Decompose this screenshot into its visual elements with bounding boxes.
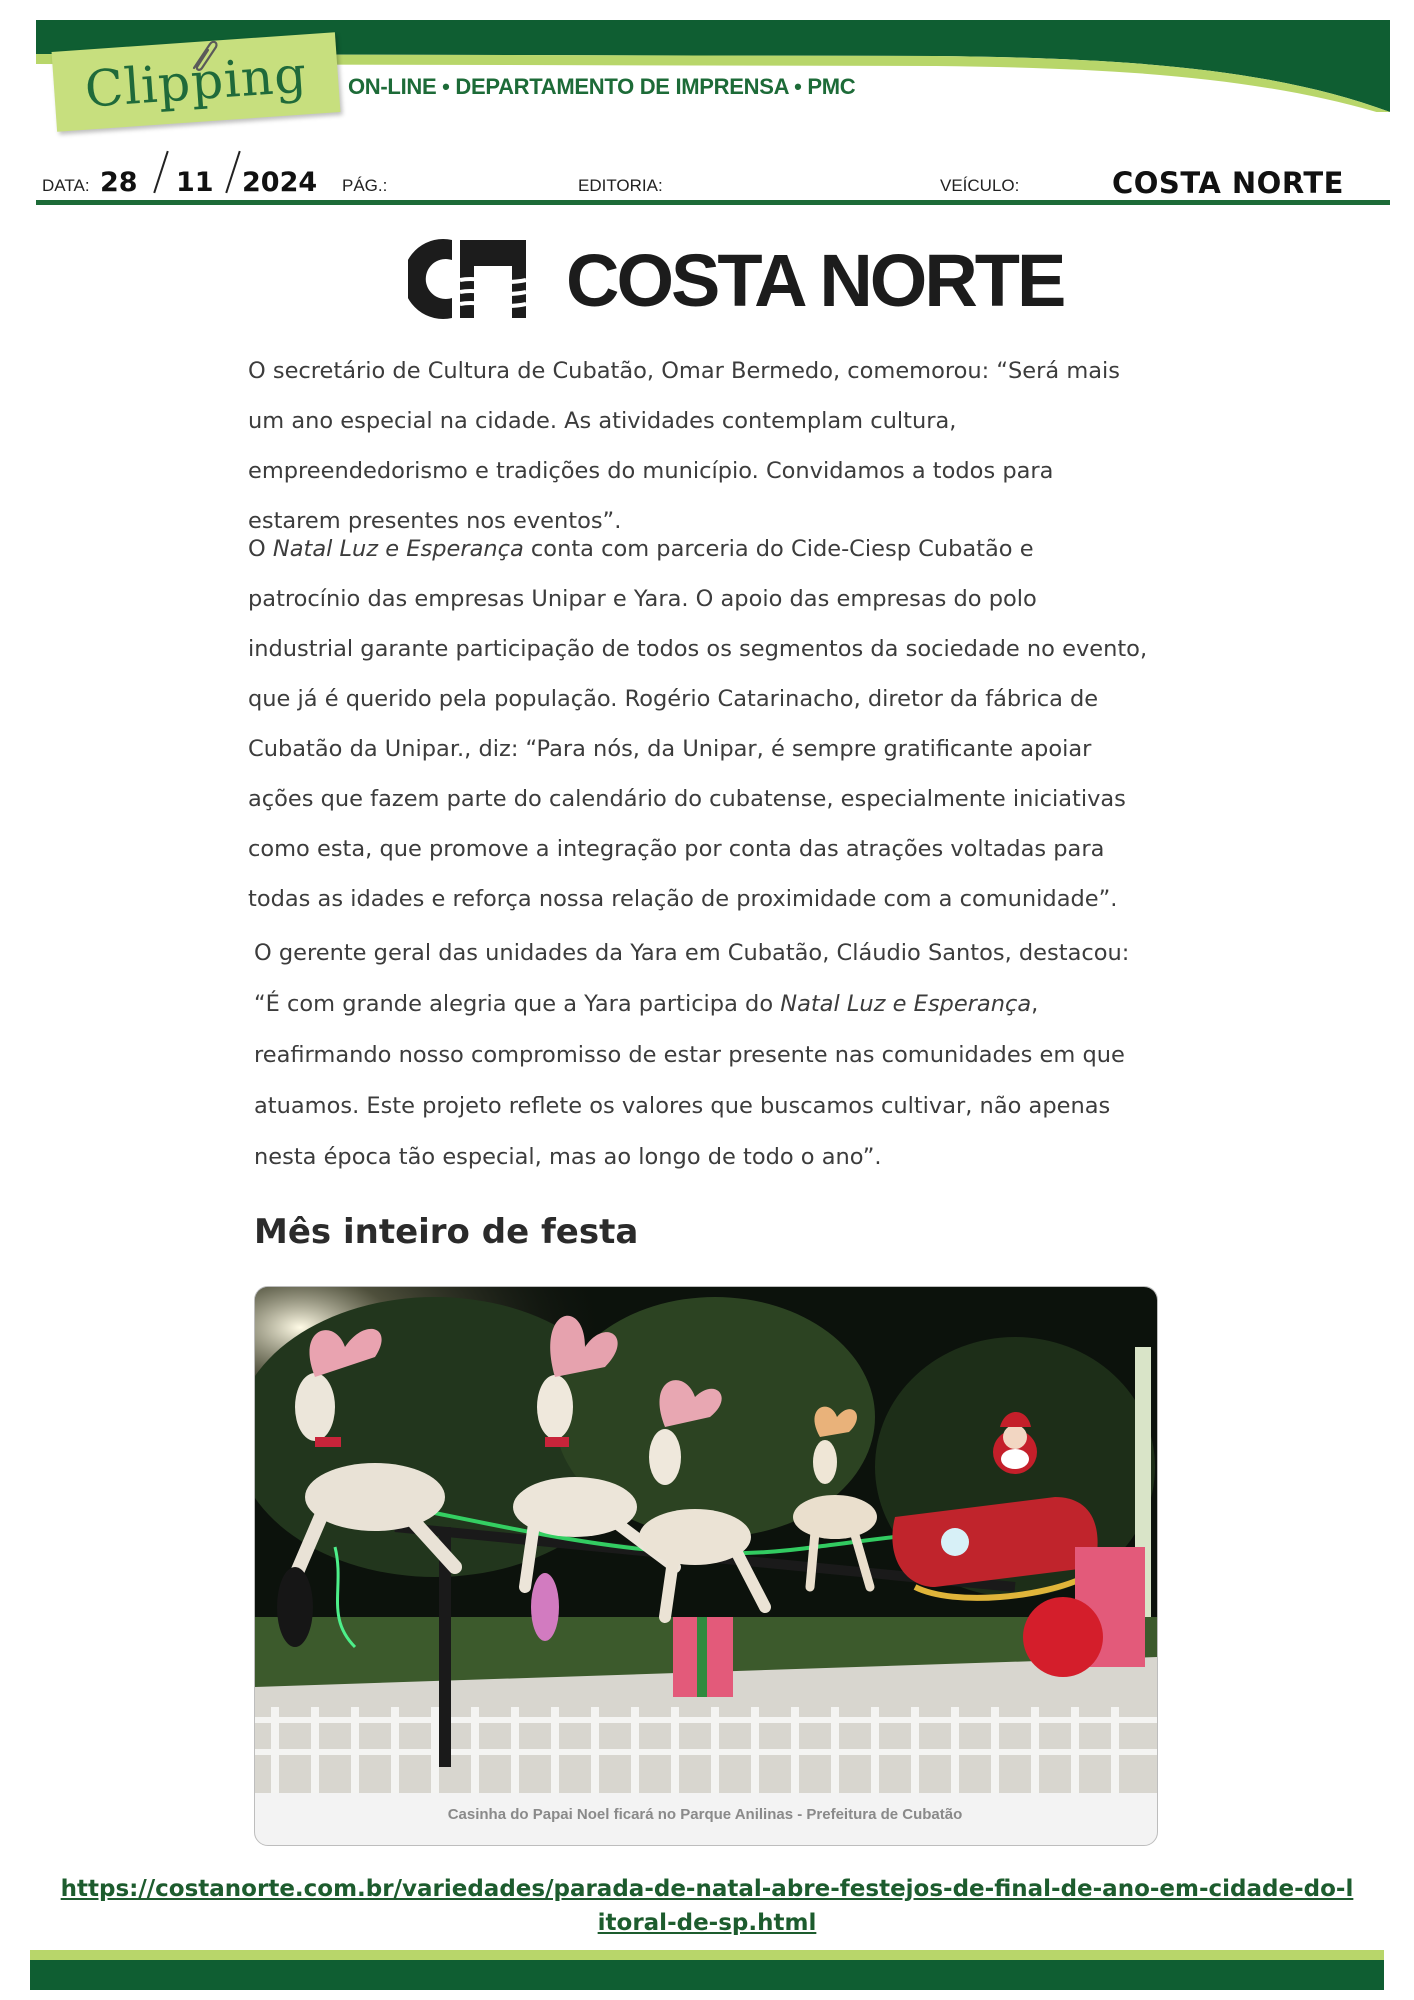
ornament <box>1023 1597 1103 1677</box>
clipping-label: Clipping <box>83 45 309 119</box>
paragraph-text: O <box>248 536 273 562</box>
date-separator <box>225 151 240 193</box>
editoria-label: EDITORIA: <box>578 176 663 195</box>
paragraph-text: conta com parceria do Cide-Ciesp Cubatão e patrocínio das empresas Unipar e Yara. O apoio das empresas do polo industrial garante participação de todos os segmentos da sociedade no evento, que já é querido pela população. Rogério Catarinacho, diretor da fábrica de Cubatão da Unipar., diz: “Para nós, da Unipar, é sempre gratificante apoiar ações que fazem parte do calendário do cubatense, especialmente iniciativas como esta, que promove a integração por conta das atrações voltadas para todas as idades e reforça nossa relação de proximidade com a comunidade”. <box>248 536 1148 912</box>
paperclip-icon <box>186 38 220 74</box>
event-name: Natal Luz e Esperança <box>272 536 524 562</box>
paragraph-text: , reafirmando nosso compromisso de estar presente nas comunidades em que atuamos. Este projeto reflete os valores que buscamos cultivar, não apenas nesta época tão especial, mas ao longo de todo o ano”. <box>254 991 1125 1170</box>
paragraph-text: O gerente geral das unidades da Yara em Cubatão, Cláudio Santos, destacou: “É com grande alegria que a Yara participa do <box>254 940 1130 1017</box>
date-year: 2024 <box>242 167 318 198</box>
costa-norte-logo-text: COSTA NORTE <box>566 239 1064 322</box>
footer-bar <box>30 1960 1384 1990</box>
article-photo <box>254 1286 1158 1846</box>
event-name: Natal Luz e Esperança <box>780 991 1032 1017</box>
article-paragraph: O secretário de Cultura de Cubatão, Omar Bermedo, comemorou: “Será mais um ano especial na cidade. As atividades contemplam cultura, empreendedorismo e tradições do município. Convidamos a todos para estarem presentes nos eventos”. <box>248 358 1121 534</box>
department-line: ON-LINE • DEPARTAMENTO DE IMPRENSA • PMC <box>348 74 856 99</box>
person <box>277 1567 313 1647</box>
christmas-sleigh-photo <box>255 1287 1157 1793</box>
source-link[interactable]: https://costanorte.com.br/variedades/parada-de-natal-abre-festejos-de-final-de-ano-em-cidade-do-litoral-de-sp.html <box>60 1876 1354 1936</box>
date-month: 11 <box>176 167 214 198</box>
meta-divider <box>36 200 1390 205</box>
vehicle-value: COSTA NORTE <box>1112 166 1344 200</box>
vehicle-label: VEÍCULO: <box>940 176 1020 195</box>
photo-caption: Casinha do Papai Noel ficará no Parque Anilinas - Prefeitura de Cubatão <box>447 1806 963 1823</box>
date-label: DATA: <box>42 176 90 195</box>
person <box>531 1573 559 1641</box>
article-paragraph <box>248 524 1148 924</box>
footer-accent-bar <box>30 1950 1384 1960</box>
section-heading: Mês inteiro de festa <box>254 1212 639 1252</box>
date-day: 28 <box>100 167 138 198</box>
date-separator <box>153 151 168 193</box>
article-paragraph <box>254 928 1154 1183</box>
page-label: PÁG.: <box>342 176 388 195</box>
costa-norte-logo-icon <box>408 236 528 322</box>
